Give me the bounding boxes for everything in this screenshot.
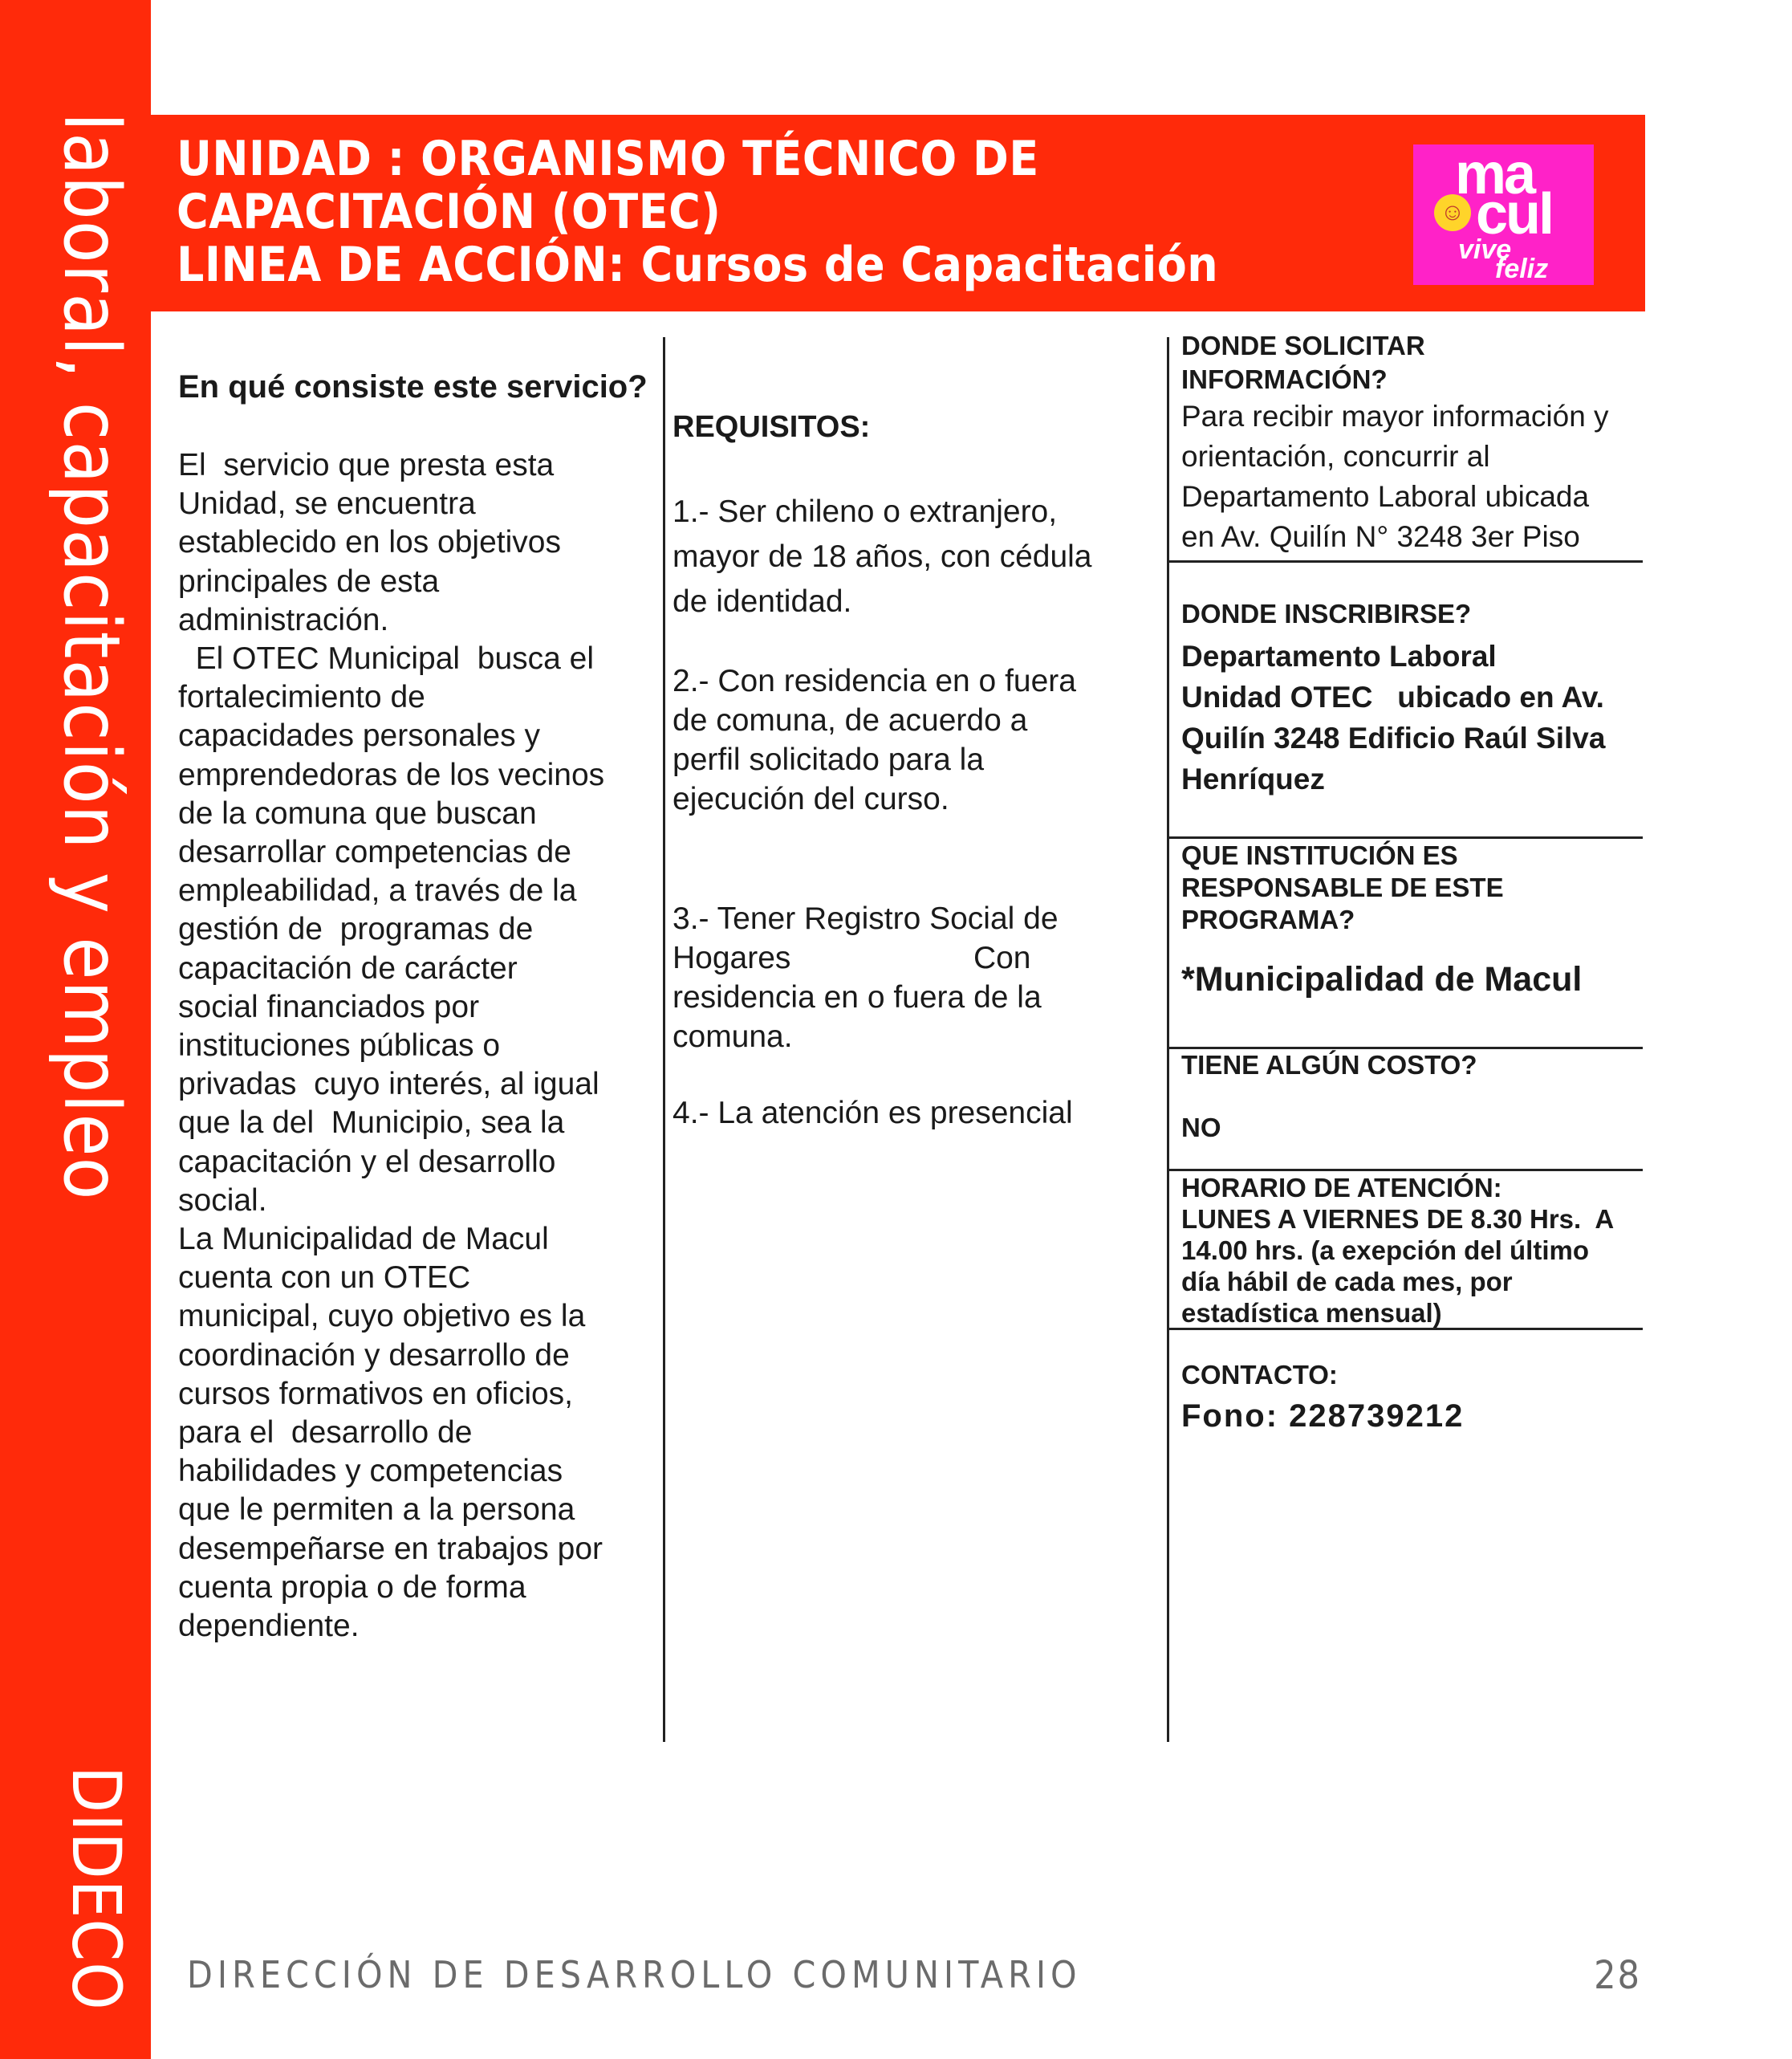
- service-text-line: empleabilidad, a través de la: [178, 873, 577, 909]
- service-description: [178, 368, 652, 1646]
- column-divider-1: [663, 337, 665, 1742]
- cost-label: TIENE ALGÚN COSTO?: [1181, 1050, 1477, 1080]
- hours-line: LUNES A VIERNES DE 8.30 Hrs. A: [1181, 1204, 1615, 1234]
- sidebar-department-label: DIDECO: [57, 1766, 136, 2011]
- service-text-line: dependiente.: [178, 1609, 360, 1644]
- service-text-line: principales de esta: [178, 564, 440, 599]
- info-where-request: [1168, 329, 1641, 557]
- where-enroll-label: DONDE INSCRIBIRSE?: [1181, 599, 1472, 629]
- where-enroll-line: Unidad OTEC ubicado en Av.: [1181, 681, 1604, 714]
- info-cost: [1168, 1048, 1641, 1145]
- title-line-2: CAPACITACIÓN (OTEC): [177, 184, 721, 240]
- requirements-heading: REQUISITOS:: [673, 410, 871, 444]
- service-text-line: emprendedoras de los vecinos: [178, 757, 605, 792]
- service-text-line: municipal, cuyo objetivo es la: [178, 1299, 586, 1334]
- requirement-line: 4.- La atención es presencial: [673, 1096, 1073, 1130]
- logo-text-vive: vive: [1458, 234, 1512, 265]
- requirements-section: [673, 408, 1138, 1133]
- service-text-line: social.: [178, 1182, 267, 1218]
- service-text-line: El servicio que presta esta: [178, 448, 555, 482]
- requirement-item: [673, 661, 1138, 819]
- requirement-line: de comuna, de acuerdo a: [673, 703, 1028, 738]
- requirement-item: [673, 490, 1138, 625]
- service-text-line: desarrollar competencias de: [178, 835, 571, 870]
- requirement-line: residencia en o fuera de la: [673, 980, 1042, 1015]
- service-text-line: para el desarrollo de: [178, 1415, 473, 1451]
- requirement-line: comuna.: [673, 1019, 793, 1054]
- service-text-line: habilidades y competencias: [178, 1454, 563, 1489]
- contact-phone[interactable]: Fono: 228739212: [1181, 1398, 1465, 1434]
- section-divider: [1168, 836, 1643, 839]
- institution-value: *Municipalidad de Macul: [1181, 960, 1583, 999]
- sidebar-section-title: laboral, capacitación y empleo: [47, 112, 136, 1201]
- requirement-line: de identidad.: [673, 584, 852, 619]
- service-text-line: gestión de programas de: [178, 912, 534, 947]
- service-text-line: instituciones públicas o: [178, 1028, 501, 1064]
- requirement-line: 2.- Con residencia en o fuera: [673, 664, 1076, 698]
- service-text-line: desempeñarse en trabajos por: [178, 1531, 603, 1566]
- service-text-line: Unidad, se encuentra: [178, 486, 476, 522]
- requirement-line: 3.- Tener Registro Social de: [673, 901, 1059, 936]
- logo-text-cul: cul: [1476, 182, 1553, 246]
- service-heading: En qué consiste este servicio?: [178, 369, 648, 405]
- service-text-line: coordinación y desarrollo de: [178, 1337, 570, 1373]
- section-divider: [1168, 1328, 1643, 1330]
- section-divider: [1168, 560, 1643, 563]
- service-text-line: El OTEC Municipal busca el: [178, 641, 595, 677]
- service-text: [178, 446, 652, 1646]
- hours-line: estadística mensual): [1181, 1298, 1442, 1328]
- where-info-label-2: INFORMACIÓN?: [1181, 364, 1388, 394]
- requirement-line: 1.- Ser chileno o extranjero,: [673, 494, 1058, 529]
- page-title: [177, 132, 1218, 291]
- footer-text: DIRECCIÓN DE DESARROLLO COMUNITARIO: [187, 1953, 1082, 1996]
- service-text-line: que la del Municipio, sea la: [178, 1105, 565, 1141]
- where-enroll-line: Henríquez: [1181, 763, 1325, 796]
- title-line-1: UNIDAD : ORGANISMO TÉCNICO DE: [177, 131, 1039, 187]
- service-text-line: capacitación de carácter: [178, 950, 518, 986]
- service-text-line: que le permiten a la persona: [178, 1492, 575, 1528]
- hours-line: día hábil de cada mes, por: [1181, 1267, 1513, 1296]
- institution-label-1: QUE INSTITUCIÓN ES: [1181, 840, 1458, 870]
- logo-text-feliz: feliz: [1495, 254, 1549, 284]
- macul-logo: [1413, 144, 1594, 285]
- requirement-item: [673, 1093, 1138, 1133]
- service-text-line: La Municipalidad de Macul: [178, 1222, 549, 1257]
- service-text-line: cuenta propia o de forma: [178, 1569, 526, 1605]
- header-banner: [151, 115, 1645, 311]
- where-info-line: Departamento Laboral ubicada: [1181, 480, 1590, 513]
- sidebar: [0, 0, 151, 2059]
- requirement-line: ejecución del curso.: [673, 782, 949, 816]
- service-text-line: capacidades personales y: [178, 718, 540, 754]
- section-divider: [1168, 1169, 1643, 1171]
- service-text-line: de la comuna que buscan: [178, 796, 537, 831]
- info-hours: [1168, 1172, 1641, 1329]
- requirement-line: mayor de 18 años, con cédula: [673, 539, 1092, 574]
- cost-value: NO: [1181, 1113, 1221, 1142]
- where-info-line: en Av. Quilín N° 3248 3er Piso: [1181, 520, 1580, 553]
- where-info-line: orientación, concurrir al: [1181, 440, 1490, 473]
- requirement-line: Hogares Con: [673, 941, 1031, 975]
- requirement-line: perfil solicitado para la: [673, 743, 985, 777]
- service-text-line: fortalecimiento de: [178, 680, 425, 715]
- service-text-line: privadas cuyo interés, al igual: [178, 1067, 599, 1102]
- page-number: 28: [1594, 1953, 1641, 1998]
- smiley-icon: ☺: [1434, 194, 1471, 231]
- info-contact: [1168, 1358, 1641, 1435]
- service-text-line: cursos formativos en oficios,: [178, 1376, 574, 1411]
- service-text-line: establecido en los objetivos: [178, 525, 561, 560]
- info-institution: [1168, 840, 1641, 1000]
- where-info-label-1: DONDE SOLICITAR: [1181, 331, 1425, 360]
- hours-line: 14.00 hrs. (a exepción del último: [1181, 1235, 1590, 1265]
- title-line-3: LINEA DE ACCIÓN: Cursos de Capacitación: [177, 237, 1219, 293]
- service-text-line: social financiados por: [178, 989, 480, 1024]
- service-text-line: administración.: [178, 602, 389, 637]
- where-info-line: Para recibir mayor información y: [1181, 400, 1609, 433]
- hours-label: HORARIO DE ATENCIÓN:: [1181, 1173, 1502, 1202]
- institution-label-2: RESPONSABLE DE ESTE: [1181, 873, 1504, 902]
- service-text-line: capacitación y el desarrollo: [178, 1144, 556, 1179]
- logo-text-ma: ma: [1455, 142, 1534, 206]
- info-where-enroll: [1168, 597, 1641, 800]
- where-enroll-line: Quilín 3248 Edificio Raúl Silva: [1181, 722, 1606, 755]
- where-enroll-line: Departamento Laboral: [1181, 640, 1497, 673]
- institution-label-3: PROGRAMA?: [1181, 905, 1355, 934]
- requirement-item: [673, 899, 1138, 1056]
- contact-label: CONTACTO:: [1181, 1360, 1338, 1390]
- service-text-line: cuenta con un OTEC: [178, 1260, 471, 1296]
